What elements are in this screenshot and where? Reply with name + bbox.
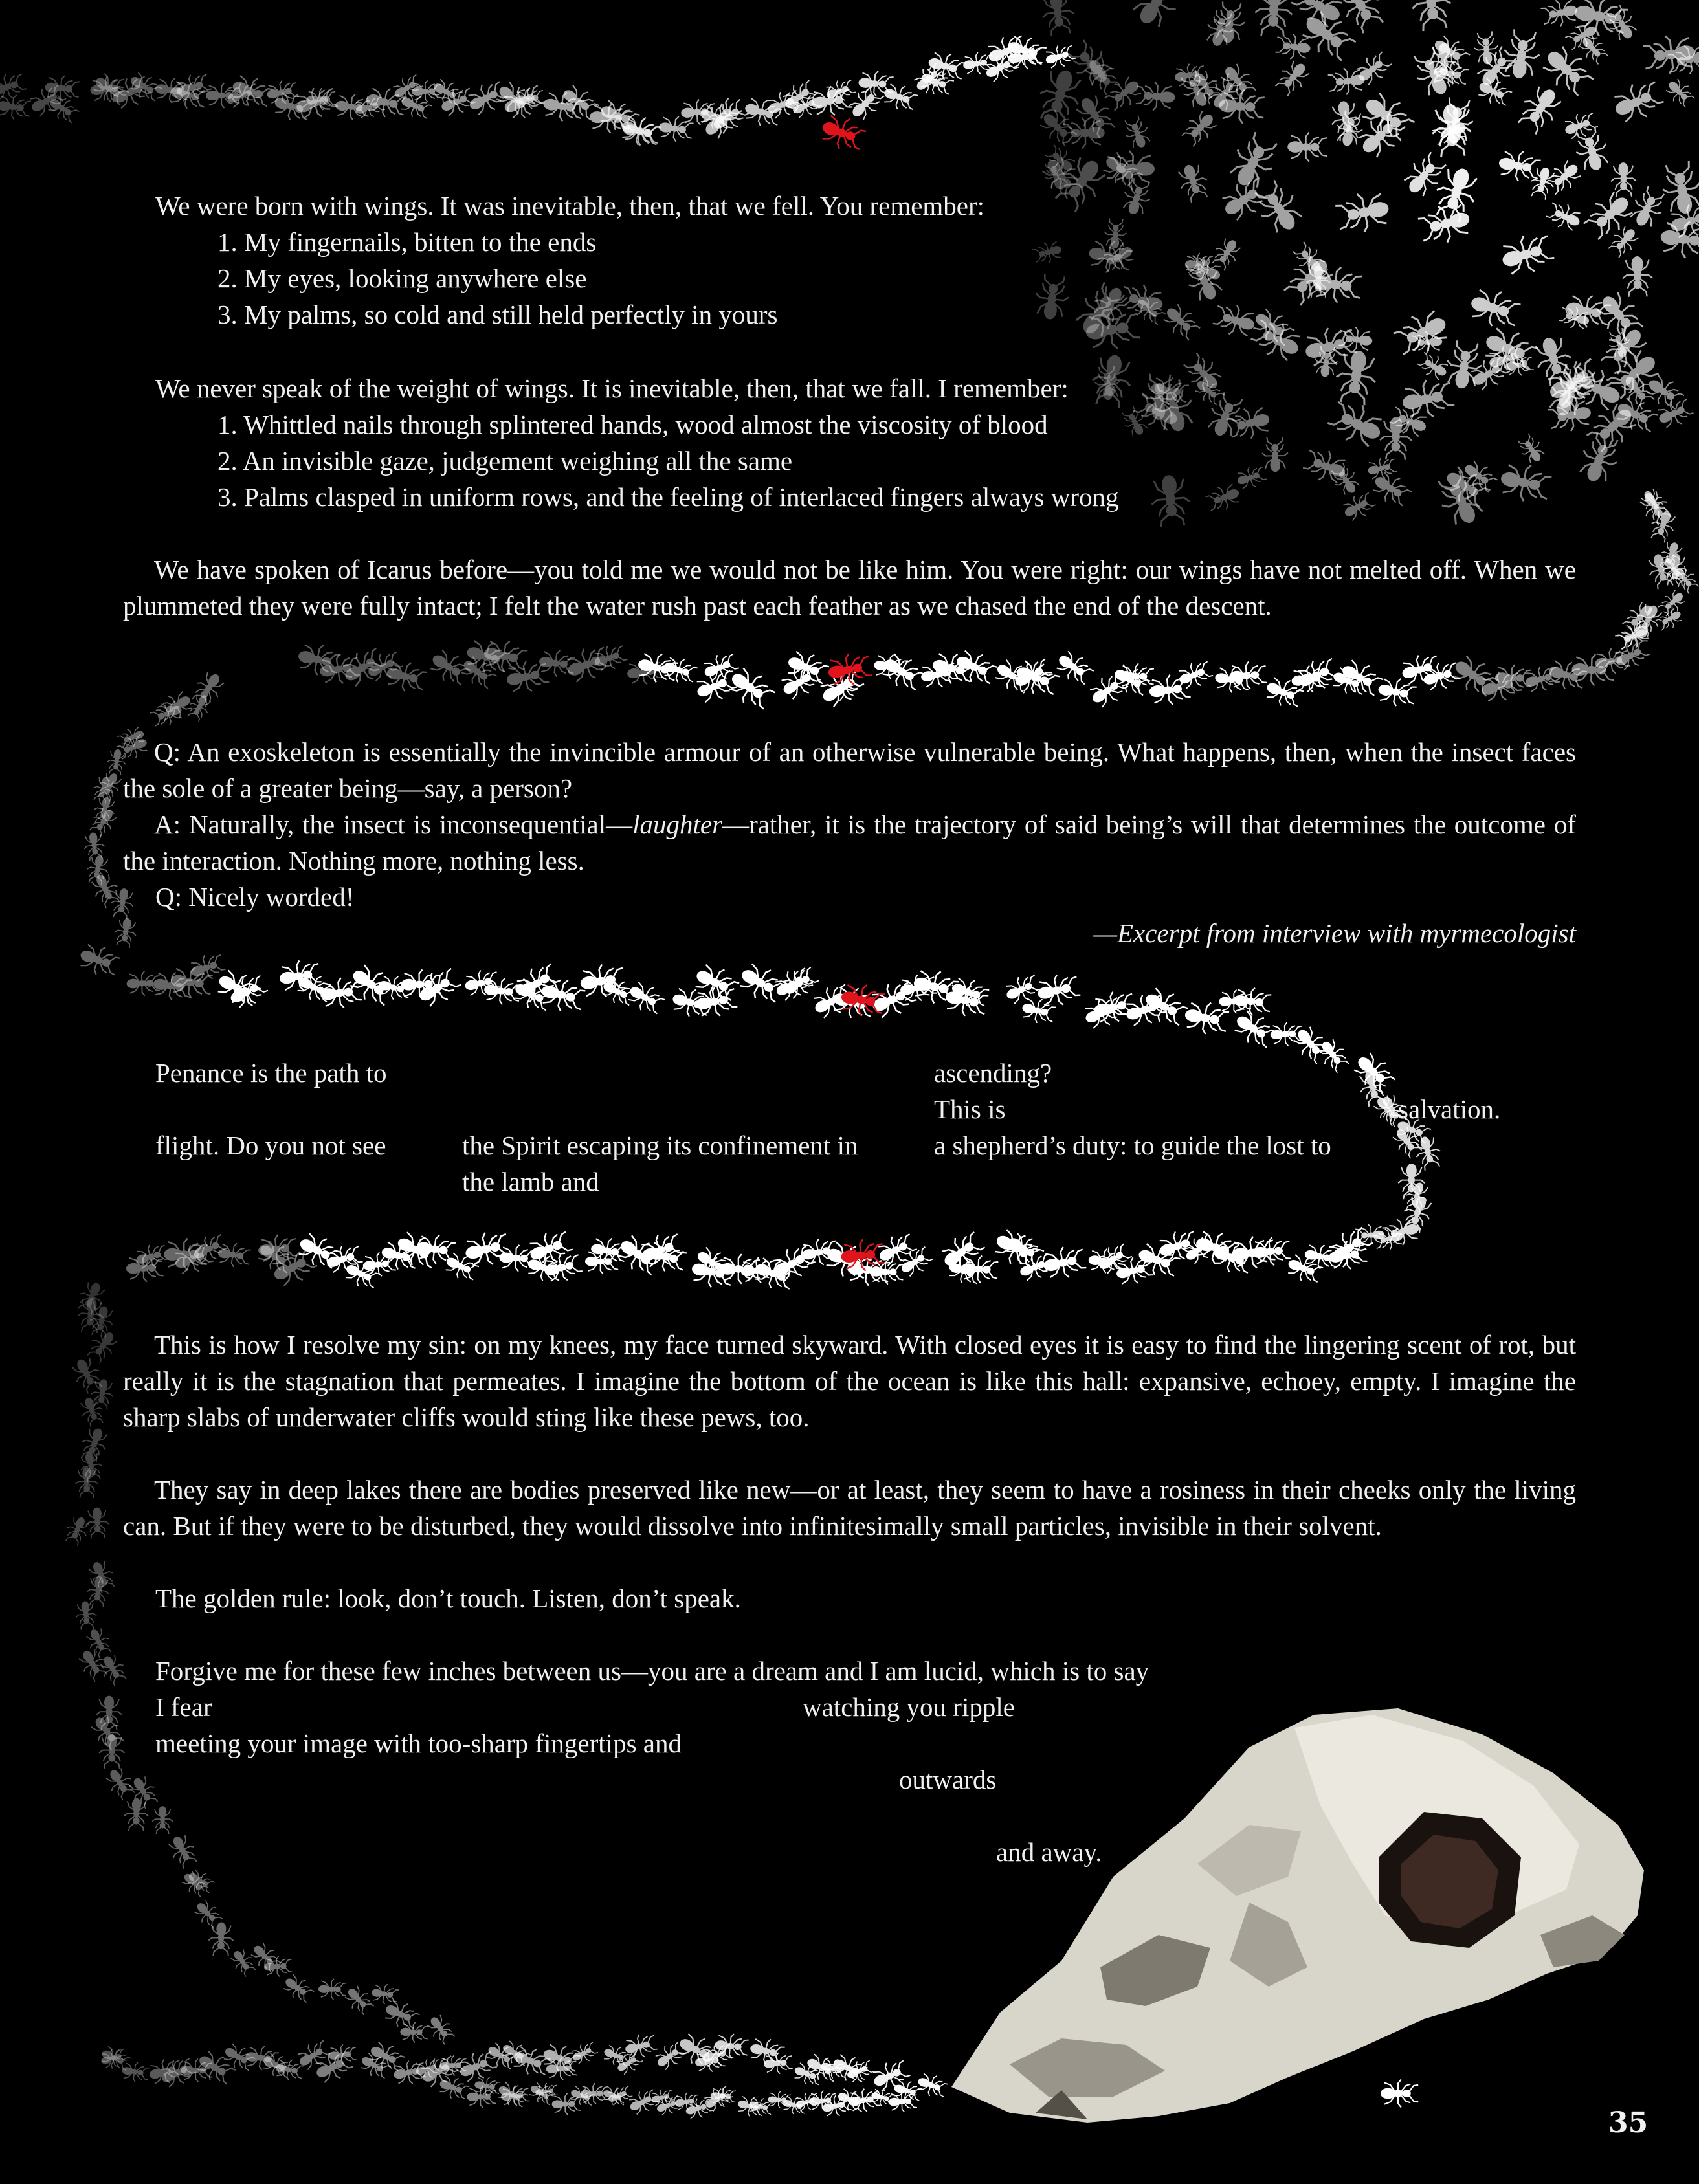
ant-icon xyxy=(848,2087,882,2113)
section2-intro: We never speak of the weight of wings. It is inevitable, then, that we fall. I remember: xyxy=(155,373,1069,403)
ant-icon xyxy=(1647,508,1679,544)
ant-icon xyxy=(735,959,788,1008)
ant-icon xyxy=(1564,292,1612,331)
section1-item-1: 1. My fingernails, bitten to the ends xyxy=(217,227,597,257)
icarus-paragraph: We have spoken of Icarus before—you told me we would not be like him. You were right: our wings have not melted off. When we plummeted they were fully intact; I felt the water rush past each feather as we chased the end of the descent. xyxy=(123,555,1576,621)
ant-icon xyxy=(102,1765,138,1803)
ant-icon xyxy=(658,115,694,144)
ant-icon xyxy=(1159,300,1204,344)
ant-icon xyxy=(1035,971,1082,1009)
section2-item-3: 3. Palms clasped in uniform rows, and the feeling of interlaced fingers always wrong xyxy=(217,482,1119,512)
penance-col4: salvation. xyxy=(1398,1094,1501,1124)
ant-icon xyxy=(1659,160,1699,216)
closing-paragraph-3: The golden rule: look, don’t touch. Listen, don’t speak. xyxy=(155,1583,741,1613)
ant-icon xyxy=(1334,0,1389,37)
ant-icon xyxy=(1211,300,1258,340)
ant-icon xyxy=(1414,349,1451,383)
closing-p4-line1: Forgive me for these few inches between us—you are a dream and I am lucid, which is to say xyxy=(155,1656,1149,1686)
ant-icon xyxy=(1301,445,1349,487)
ant-icon xyxy=(464,77,510,119)
ant-icon xyxy=(1381,2079,1419,2107)
ant-icon xyxy=(1609,76,1666,127)
penance-col3-line3: a shepherd’s duty: to guide the lost to xyxy=(934,1131,1331,1160)
ant-icon xyxy=(1400,375,1456,422)
ant-icon xyxy=(87,1711,128,1753)
ant-icon xyxy=(1262,437,1289,472)
ant-icon xyxy=(1497,148,1542,184)
ant-icon xyxy=(1498,460,1553,506)
ant-icon xyxy=(124,1798,149,1831)
ant-icon xyxy=(1036,106,1081,151)
interview-question-1: Q: An exoskeleton is essentially the invincible armour of an otherwise vulnerable being. What happens, then, when the insect faces the sole of a greater being—say, a person? xyxy=(123,737,1576,803)
ant-icon xyxy=(168,78,209,112)
ant-icon xyxy=(1622,256,1653,297)
ant-icon xyxy=(78,1451,105,1483)
section2-item-1: 1. Whittled nails through splintered hands, wood almost the viscosity of blood xyxy=(217,410,1048,439)
ant-icon xyxy=(96,1651,130,1688)
page-number: 35 xyxy=(1608,2106,1649,2139)
ant-icon xyxy=(1324,395,1387,452)
ant-icon xyxy=(1052,647,1096,689)
interview-attribution: —Excerpt from interview with myrmecologist xyxy=(1093,918,1576,948)
ant-icon xyxy=(1627,184,1669,231)
ant-icon xyxy=(1232,986,1272,1017)
ant-icon xyxy=(462,1228,512,1270)
ant-icon xyxy=(661,654,699,687)
ant-icon xyxy=(83,832,107,861)
ant-icon xyxy=(1089,353,1135,409)
ant-icon xyxy=(1527,165,1557,201)
ant-icon xyxy=(1390,305,1452,361)
ant-icon xyxy=(569,2039,599,2067)
ant-icon xyxy=(1033,274,1071,321)
ant-icon xyxy=(78,1426,111,1463)
ant-icon xyxy=(1127,0,1189,32)
ant-icon xyxy=(1104,218,1127,248)
ant-icon xyxy=(1542,157,1584,198)
ant-icon xyxy=(1031,239,1063,266)
ant-icon xyxy=(228,1946,259,1978)
ant-icon xyxy=(878,649,927,695)
ant-icon xyxy=(1002,971,1043,1008)
ant-icon xyxy=(1175,657,1215,692)
ant-icon xyxy=(1254,0,1293,37)
section1-item-3: 3. My palms, so cold and still held perfectly in yours xyxy=(217,300,778,329)
ant-icon xyxy=(152,969,194,1002)
ant-icon xyxy=(1420,658,1461,694)
ant-icon xyxy=(1039,0,1076,37)
ant-icon xyxy=(1408,0,1454,32)
ant-icon xyxy=(381,1997,421,2033)
ant-icon xyxy=(1571,654,1614,687)
ant-icon xyxy=(342,1983,377,2018)
penance-col2-line1: the Spirit escaping its confinement in xyxy=(462,1131,858,1160)
ant-icon xyxy=(1178,107,1221,150)
ant-icon xyxy=(1288,132,1327,161)
ant-icon xyxy=(328,2044,357,2067)
ant-icon xyxy=(184,691,214,723)
ant-icon xyxy=(437,2073,471,2102)
ant-icon xyxy=(85,1508,109,1539)
closing-p4-fear: I fear xyxy=(155,1692,212,1722)
ant-icon xyxy=(1228,661,1267,690)
ant-icon xyxy=(1515,431,1548,467)
closing-paragraph-2: They say in deep lakes there are bodies preserved like new—or at least, they seem to have a rosiness in their cheeks only the living can. But if they were to be disturbed, they would dissolve into infinitesimally small particles, invisible in their solvent. xyxy=(123,1475,1576,1541)
ant-icon xyxy=(694,983,738,1019)
ant-icon xyxy=(1575,430,1624,487)
ant-icon xyxy=(1149,474,1192,528)
penance-col1-line1: Penance is the path to xyxy=(155,1058,387,1088)
ant-icon xyxy=(1272,57,1313,100)
closing-p4-outwards: outwards xyxy=(899,1765,997,1794)
ant-icon xyxy=(625,978,668,1019)
ant-icon xyxy=(1315,1035,1353,1075)
cattle-skull-illustration xyxy=(951,1708,1644,2123)
ant-icon xyxy=(692,1244,734,1283)
ant-icon xyxy=(208,1923,234,1956)
ant-icon xyxy=(1663,75,1698,110)
ant-icon xyxy=(152,1807,173,1834)
ant-icon xyxy=(1467,285,1523,332)
ant-icon xyxy=(1654,605,1685,634)
ant-icon xyxy=(62,1514,92,1547)
ant-icon xyxy=(225,971,271,1012)
ant-icon xyxy=(961,1255,998,1284)
penance-col1-line2: flight. Do you not see xyxy=(155,1131,386,1160)
interview-answer-1: A: Naturally, the insect is inconsequential—laughter—rather, it is the trajectory of said being’s will that determines the outcome of the interaction. Nothing more, nothing less. xyxy=(123,810,1576,876)
ant-icon xyxy=(1544,199,1584,234)
ant-icon xyxy=(1333,349,1379,406)
ant-icon xyxy=(915,2070,949,2101)
ant-icon xyxy=(1513,82,1566,138)
ant-icon xyxy=(1005,32,1048,69)
ant-icon xyxy=(1034,66,1086,127)
closing-p4-meeting: meeting your image with too-sharp fingertips and xyxy=(155,1728,682,1758)
ant-icon xyxy=(318,1979,346,2000)
ant-icon xyxy=(1204,481,1243,515)
section1-item-2: 2. My eyes, looking anywhere else xyxy=(217,263,587,293)
ant-icon xyxy=(113,917,139,949)
ant-icon xyxy=(0,93,32,121)
ant-icon xyxy=(1334,189,1392,236)
ant-icon xyxy=(88,870,124,910)
ant-icon xyxy=(258,1233,298,1265)
closing-p4-watching: watching you ripple xyxy=(803,1692,1015,1722)
ant-icon xyxy=(1379,417,1412,460)
ant-icon xyxy=(482,637,529,676)
ant-icon xyxy=(280,1971,316,2006)
ant-icon xyxy=(1121,114,1153,151)
ant-icon xyxy=(1041,1244,1087,1282)
ant-icon xyxy=(424,2012,458,2047)
ant-icon xyxy=(1540,0,1579,29)
ant-icon xyxy=(1501,28,1542,80)
ant-icon xyxy=(1399,148,1450,201)
ant-icon xyxy=(99,1735,124,1769)
closing-p4-away: and away. xyxy=(996,1837,1102,1867)
ant-icon xyxy=(1369,468,1415,511)
ant-icon xyxy=(99,2046,128,2071)
ant-icon xyxy=(1571,126,1612,174)
ant-icon xyxy=(1340,489,1378,524)
laughter-aside: laughter xyxy=(632,810,723,839)
ant-icon xyxy=(74,1601,98,1630)
ant-icon xyxy=(1643,33,1696,76)
ant-icon xyxy=(1175,161,1212,204)
ant-icon xyxy=(1230,1006,1280,1052)
ant-icon xyxy=(542,89,585,124)
ant-icon xyxy=(1605,223,1642,261)
penance-col3-line2: This is xyxy=(934,1094,1006,1124)
ant-icon xyxy=(1204,390,1249,441)
ant-icon xyxy=(121,2060,150,2084)
ant-icon xyxy=(1498,229,1556,280)
ant-icon xyxy=(1135,81,1175,112)
closing-paragraph-1: This is how I resolve my sin: on my knees, my face turned skyward. With closed eyes it is easy to find the lingering scent of rot, but really it is the stagnation that permeates. I imagine the bottom of the ocean is like this hall: expansive, echoey, empty. I imagine the sharp slabs of underwater cliffs would sting like these pews, too. xyxy=(123,1330,1576,1432)
section1-intro: We were born with wings. It was inevitable, then, that we fell. You remember: xyxy=(155,191,985,221)
ant-icon xyxy=(1376,676,1417,709)
ant-icon xyxy=(542,1250,584,1285)
ant-icon xyxy=(217,1241,252,1269)
ant-icon xyxy=(400,2022,428,2043)
ant-icon xyxy=(1235,463,1268,491)
section2-item-2: 2. An invisible gaze, judgement weighing all the same xyxy=(217,446,793,476)
ant-icon xyxy=(949,975,991,1011)
ant-icon xyxy=(881,80,920,114)
ant-icon xyxy=(165,1832,201,1871)
ant-icon xyxy=(1610,162,1636,197)
ant-icon xyxy=(510,2043,552,2080)
ant-icon xyxy=(1248,314,1305,366)
ant-icon xyxy=(76,1468,98,1498)
ant-icon xyxy=(623,2031,659,2061)
ant-icon xyxy=(763,2052,793,2075)
red-ant-icon xyxy=(818,111,869,155)
penance-col2-line2: the lamb and xyxy=(462,1167,599,1197)
ant-icon xyxy=(1654,395,1695,432)
penance-col3-line1: ascending? xyxy=(934,1058,1052,1088)
ant-icon xyxy=(76,940,122,980)
ant-icon xyxy=(126,1773,162,1811)
interview-question-2: Q: Nicely worded! xyxy=(155,882,355,912)
ant-icon xyxy=(1389,1123,1425,1161)
ant-icon xyxy=(1327,66,1366,96)
ant-icon xyxy=(742,94,783,130)
